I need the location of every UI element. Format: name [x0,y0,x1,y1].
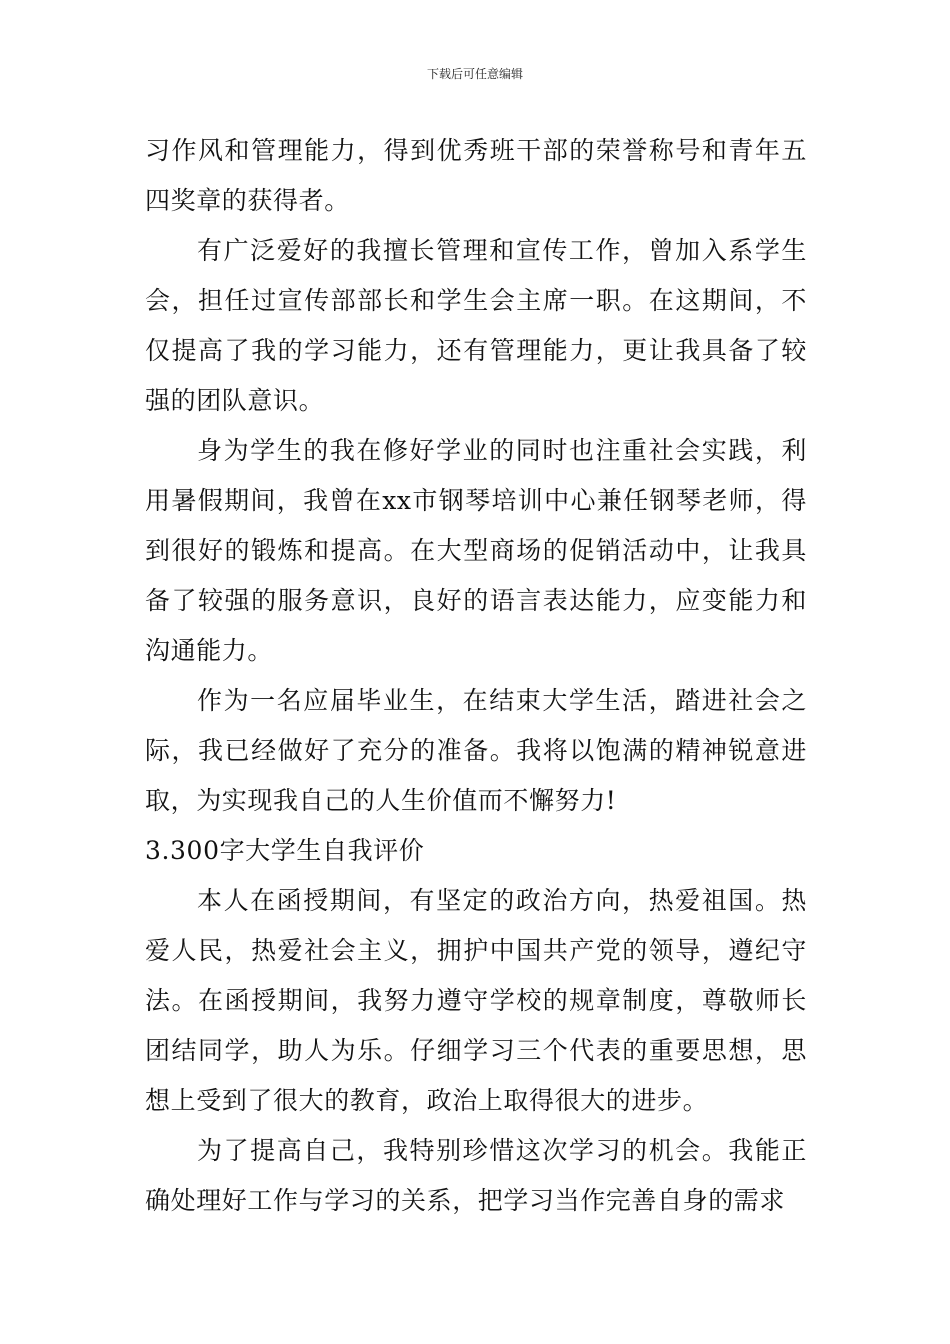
paragraph-graduate: 作为一名应届毕业生，在结束大学生活，踏进社会之际，我已经做好了充分的准备。我将以饱满的精神锐意进取，为实现我自己的人生价值而不懈努力! [145,686,807,815]
document-body [145,126,807,1226]
section-heading: 3.300字大学生自我评价 [145,836,425,865]
paragraph-continuation: 习作风和管理能力，得到优秀班干部的荣誉称号和青年五四奖章的获得者。 [145,136,807,215]
paragraph-social-practice: 身为学生的我在修好学业的同时也注重社会实践，利用暑假期间，我曾在xx市钢琴培训中心兼任钢琴老师，得到很好的锻炼和提高。在大型商场的促销活动中，让我具备了较强的服务意识，良好的语言表达能力，应变能力和沟通能力。 [145,436,807,665]
paragraph-hobbies: 有广泛爱好的我擅长管理和宣传工作，曾加入系学生会，担任过宣传部部长和学生会主席一职。在这期间，不仅提高了我的学习能力，还有管理能力，更让我具备了较强的团队意识。 [145,236,807,415]
page-header-note: 下载后可任意编辑 [426,67,523,81]
paragraph-political: 本人在函授期间，有坚定的政治方向，热爱祖国。热爱人民，热爱社会主义，拥护中国共产党的领导，遵纪守法。在函授期间，我努力遵守学校的规章制度，尊敬师长团结同学，助人为乐。仔细学习三个代表的重要思想，思想上受到了很大的教育，政治上取得很大的进步。 [145,886,807,1115]
paragraph-study: 为了提高自己，我特别珍惜这次学习的机会。我能正确处理好工作与学习的关系，把学习当作完善自身的需求 [145,1136,807,1215]
